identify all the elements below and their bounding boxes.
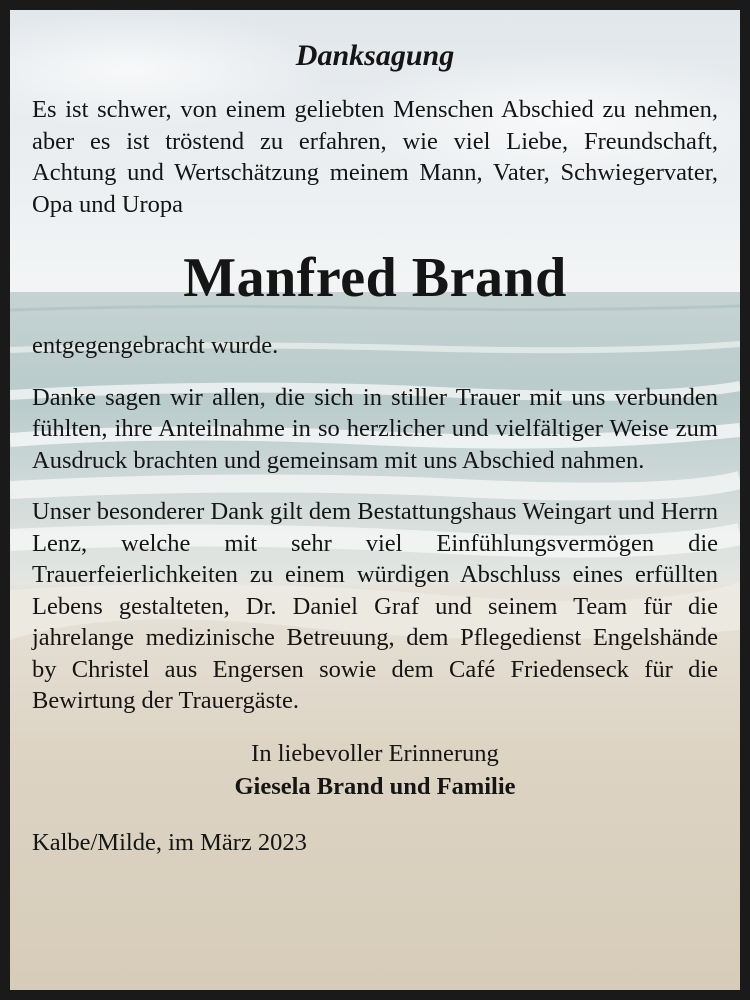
thanks-paragraph: Danke sagen wir allen, die sich in stiller Trauer mit uns verbunden fühlten, ihre Anteilnahme in so herzlicher und vielfältiger Weise zum Ausdruck brachten und gemeinsam mit uns Abschied nahmen. [32, 383, 718, 474]
special-thanks-paragraph: Unser besonderer Dank gilt dem Bestattungshaus Weingart und Herrn Lenz, welche mit sehr viel Einfühlungsvermögen die Trauerfeierlichkeiten zu einem würdigen Abschluss eines erfüllten Lebens gestalteten, Dr. Daniel Graf und seinem Team für die jahrelange medizinische Betreuung, dem Pflegedienst Engelshände by Christel aus Engersen sowie dem Café Friedenseck für die Bewirtung der Trauergäste. [32, 498, 718, 714]
closing-block [32, 737, 718, 803]
signature-family: Giesela Brand und Familie [234, 772, 516, 800]
place-date: Kalbe/Milde, im März 2023 [32, 828, 307, 856]
after-name-text: entgegengebracht wurde. [32, 332, 279, 359]
notice-title: Danksagung [295, 39, 455, 72]
deceased-name: Manfred Brand [183, 247, 567, 309]
notice-content [32, 10, 718, 858]
closing-line: In liebevoller Erinnerung [251, 739, 499, 767]
intro-paragraph: Es ist schwer, von einem geliebten Menschen Abschied zu nehmen, aber es ist tröstend zu erfahren, wie viel Liebe, Freundschaft, Achtung und Wertschätzung meinem Mann, Vater, Schwiegervater, Opa und Uropa [32, 96, 718, 218]
